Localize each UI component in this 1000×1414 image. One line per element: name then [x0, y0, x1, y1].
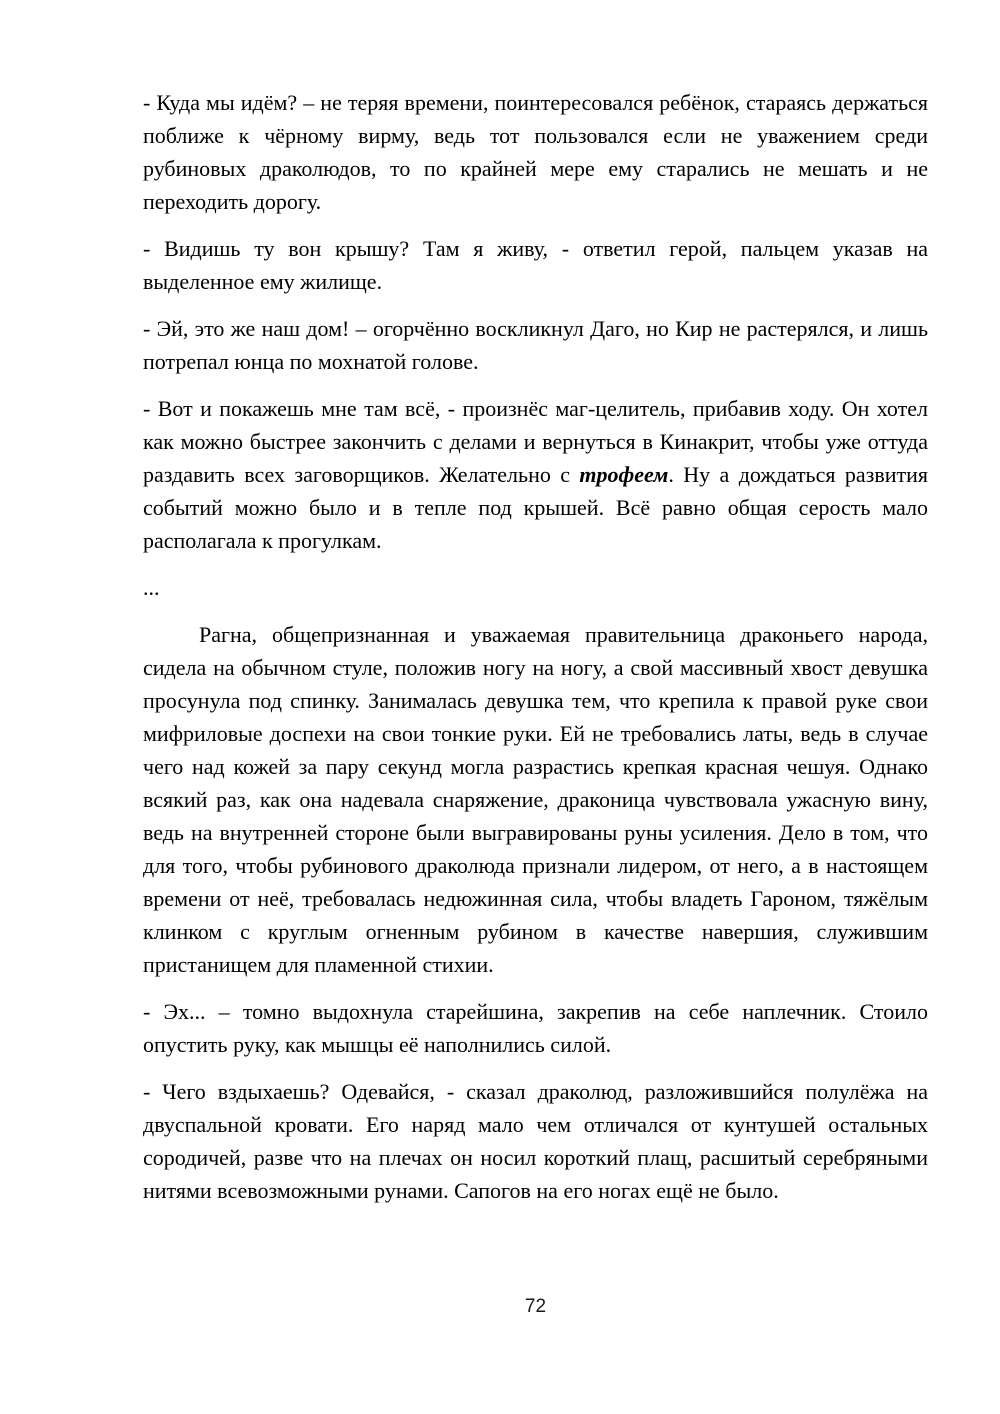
- paragraph-text-after: . Ну а дождаться развития событий можно было и в тепле под крышей. Всё равно общая серость мало располагала к прогулкам.: [143, 462, 928, 553]
- paragraph-dialogue-6: - Чего вздыхаешь? Одевайся, - сказал драколюд, разложившийся полулёжа на двуспальной кровати. Его наряд мало чем отличался от кунтушей остальных сородичей, разве что на плечах он носил короткий плащ, расшитый серебряными нитями всевозможными рунами. Сапогов на его ногах ещё не было.: [143, 1079, 928, 1203]
- paragraph-narrative: Рагна, общепризнанная и уважаемая правительница драконьего народа, сидела на обычном стуле, положив ногу на ногу, а свой массивный хвост девушка просунула под спинку. Занималась девушка тем, что крепила к правой руке свои мифриловые доспехи на свои тонкие руки. Ей не требовались латы, ведь в случае чего над кожей за пару секунд могла разрастись крепкая красная чешуя. Однако всякий раз, как она надевала снаряжение, драконица чувствовала ужасную вину, ведь на внутренней стороне были выгравированы руны усиления. Дело в том, что для того, чтобы рубинового драколюда признали лидером, от него, а в настоящем времени от неё, требовалась недюжинная сила, чтобы владеть Гароном, тяжёлым клинком с круглым огненным рубином в качестве навершия, служившим пристанищем для пламенной стихии.: [143, 622, 928, 977]
- paragraph-dialogue-1: - Куда мы идём? – не теряя времени, поинтересовался ребёнок, стараясь держаться поближе к чёрному вирму, ведь тот пользовался если не уважением среди рубиновых драколюдов, то по крайней мере ему старались не мешать и не переходить дорогу.: [143, 90, 928, 214]
- paragraph-dialogue-4: [143, 392, 928, 557]
- emphasized-word: трофеем: [579, 462, 669, 487]
- paragraph-dialogue-5: - Эх... – томно выдохнула старейшина, закрепив на себе наплечник. Стоило опустить руку, как мышцы её наполнились силой.: [143, 999, 928, 1057]
- paragraph-text-before: - Вот и покажешь мне там всё, - произнёс маг-целитель, прибавив ходу. Он хотел как можно быстрее закончить с делами и вернуться в Кинакрит, чтобы уже оттуда раздавить всех заговорщиков. Желательно с: [143, 396, 928, 487]
- paragraph-dialogue-2: - Видишь ту вон крышу? Там я живу, - ответил герой, пальцем указав на выделенное ему жилище.: [143, 236, 928, 294]
- page-number: 72: [524, 1296, 547, 1317]
- section-separator-ellipsis: ...: [143, 575, 160, 600]
- text-block: [143, 86, 928, 1221]
- paragraph-dialogue-3: - Эй, это же наш дом! – огорчённо воскликнул Даго, но Кир не растерялся, и лишь потрепал юнца по мохнатой голове.: [143, 316, 928, 374]
